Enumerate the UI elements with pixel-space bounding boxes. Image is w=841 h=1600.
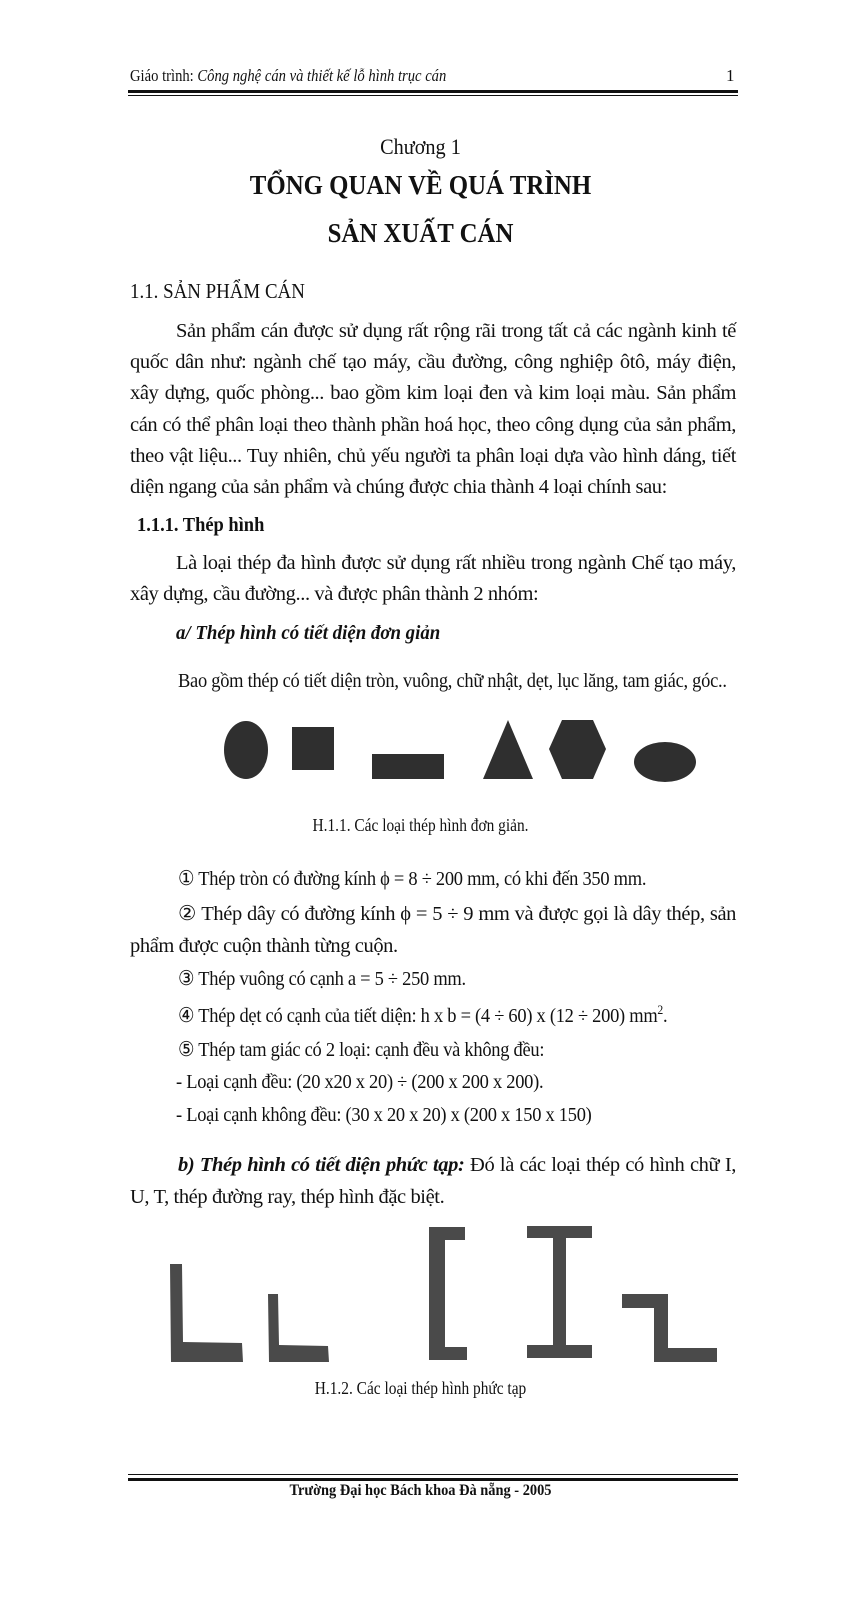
simple-profiles-figure — [215, 714, 715, 788]
sub-list-item: - Loại cạnh không đều: (30 x 20 x 20) x (200 x 150 x 150) — [176, 1104, 592, 1126]
subsection-intro-paragraph: Là loại thép đa hình được sử dụng rất nhiều trong ngành Chế tạo máy, xây dựng, cầu đường... và được phân thành 2 nhóm: — [130, 552, 736, 606]
group-a-heading: a/ Thép hình có tiết diện đơn giản — [176, 622, 441, 644]
page-number: 1 — [726, 66, 735, 85]
triangle-section-shape — [483, 720, 533, 779]
list-item — [178, 1002, 667, 1028]
angle-profile-unequal — [268, 1294, 329, 1362]
section-intro-paragraph: Sản phẩm cán được sử dụng rất rộng rãi trong tất cả các ngành kinh tế quốc dân như: ngành chế tạo máy, cầu đường, công nghiệp ôtô, máy điện, xây dựng, quốc phòng... bao gồm kim loại đen và kim loại màu. Sản phẩm cán có thể phân loại theo thành phần hoá học, theo công dụng của sản phẩm, theo vật liệu... Tuy nhiên, chủ yếu người ta phân loại dựa vào hình dáng, tiết diện ngang của sản phẩm và chúng được chia thành 4 loại chính sau: — [130, 320, 736, 499]
hexagon-section-shape — [549, 720, 606, 779]
group-b-paragraph — [130, 1149, 736, 1213]
header-prefix: Giáo trình: — [130, 66, 194, 85]
figure1-caption: H.1.1. Các loại thép hình đơn giản. — [312, 815, 529, 835]
list-item: ⑤ Thép tam giác có 2 loại: cạnh đều và không đều: — [178, 1039, 545, 1061]
subsection-heading: 1.1.1. Thép hình — [137, 514, 265, 536]
footer-rule-thin — [128, 1474, 738, 1475]
header-rule-thick — [128, 90, 738, 93]
channel-profile — [429, 1227, 467, 1360]
list-item: ① Thép tròn có đường kính ϕ = 8 ÷ 200 mm, có khi đến 350 mm. — [178, 868, 647, 890]
group-b-text: Đó là các loại thép có hình chữ I, U, T, thép đường ray, thép hình đặc biệt. — [130, 1154, 736, 1208]
chapter-label: Chương 1 — [380, 134, 461, 159]
figure2-caption: H.1.2. Các loại thép hình phức tạp — [314, 1378, 527, 1398]
header-course-title: Công nghệ cán và thiết kế lỗ hình trục cán — [197, 66, 447, 85]
page-footer — [42, 1482, 799, 1500]
header-rule-thin — [128, 95, 738, 96]
flat-section-shape — [372, 754, 444, 779]
round-section-shape — [224, 721, 268, 779]
group-a-text: Bao gồm thép có tiết diện tròn, vuông, chữ nhật, dẹt, lục lăng, tam giác, góc.. — [178, 670, 727, 692]
footer-text: Trường Đại học Bách khoa Đà nẵng - 2005 — [289, 1482, 552, 1499]
running-header — [130, 66, 446, 86]
i-beam-profile — [527, 1226, 592, 1358]
z-profile — [622, 1294, 717, 1362]
complex-profiles-figure — [165, 1222, 725, 1367]
oval-section-shape — [634, 742, 696, 782]
area-unit-superscript: 2 — [657, 1002, 664, 1017]
footer-rule-thick — [128, 1478, 738, 1481]
section-heading: 1.1. SẢN PHẨM CÁN — [130, 279, 305, 303]
group-b-heading: b) Thép hình có tiết diện phức tạp: — [178, 1154, 465, 1176]
sub-list-item: - Loại cạnh đều: (20 x20 x 20) ÷ (200 x 200 x 200). — [176, 1071, 544, 1093]
list-item-end: . — [663, 1004, 668, 1027]
angle-profile-equal — [170, 1264, 243, 1362]
list-item: ② Thép dây có đường kính ϕ = 5 ÷ 9 mm và được gọi là dây thép, sản phẩm được cuộn thành từng cuộn. — [130, 903, 736, 957]
chapter-title-line1: TỔNG QUAN VỀ QUÁ TRÌNH — [249, 170, 592, 200]
list-item-text: ④ Thép dẹt có cạnh của tiết diện: h x b = (4 ÷ 60) x (12 ÷ 200) mm — [178, 1004, 658, 1027]
list-item: ③ Thép vuông có cạnh a = 5 ÷ 250 mm. — [178, 968, 466, 990]
chapter-title-line2: SẢN XUẤT CÁN — [327, 218, 514, 248]
square-section-shape — [292, 727, 334, 770]
